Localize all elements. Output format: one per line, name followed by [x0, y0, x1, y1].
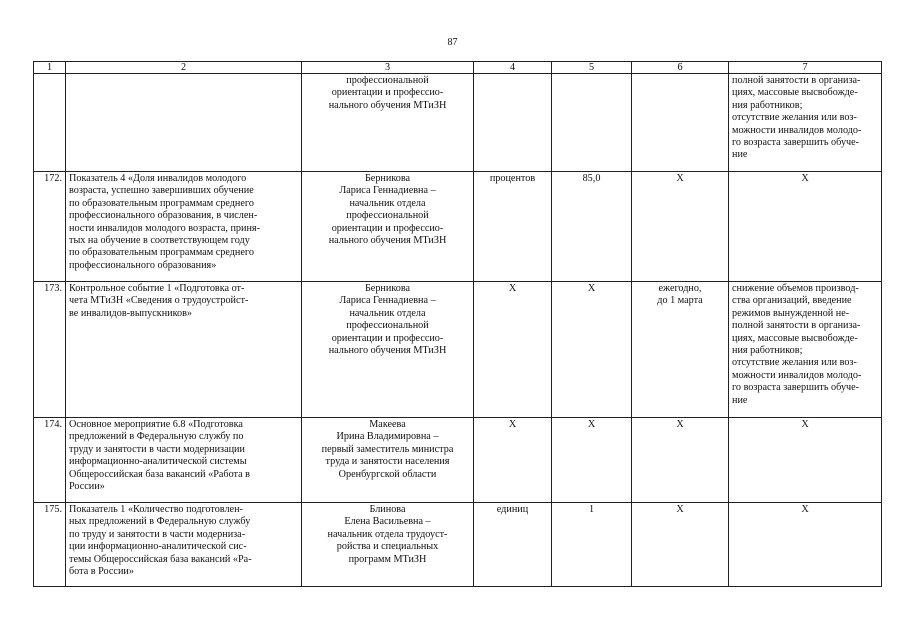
row-name: Контрольное событие 1 «Подготовка от- чета МТиЗН «Сведения о трудоустройст- ве инвалидов-выпускников» — [69, 283, 249, 319]
unit-cell — [474, 418, 552, 503]
value-cell — [552, 503, 632, 587]
column-number: 1 — [34, 62, 66, 74]
unit-cell — [474, 503, 552, 587]
row-risks: полной занятости в организа- циях, массовые высвобожде- ния работников; отсутствие желания или воз- можности инвалидов молодо- го возраста завершить обуче- ние — [732, 75, 862, 161]
name-cell — [66, 282, 302, 418]
row-responsible: Блинова Елена Васильевна – начальник отдела трудоуст- ройства и специальных программ МТиЗН — [327, 504, 448, 565]
column-number: 6 — [632, 62, 729, 74]
responsible-cell — [302, 74, 474, 172]
name-cell — [66, 172, 302, 282]
unit-cell — [474, 172, 552, 282]
row-risks: Х — [801, 504, 809, 515]
row-number: 172. — [44, 173, 62, 184]
row-responsible: Берникова Лариса Геннадиевна – начальник отдела профессиональной ориентации и профессио- нального обучения МТиЗН — [328, 173, 447, 247]
name-cell — [66, 74, 302, 172]
risks-cell — [729, 74, 882, 172]
column-number-row — [34, 62, 882, 74]
risks-cell — [729, 503, 882, 587]
value-cell — [552, 74, 632, 172]
responsible-cell — [302, 282, 474, 418]
column-number: 7 — [729, 62, 882, 74]
row-number: 174. — [44, 419, 62, 430]
deadline-cell — [632, 172, 729, 282]
row-risks: Х — [801, 173, 809, 184]
row-value: Х — [587, 283, 596, 294]
row-number: 175. — [44, 504, 62, 515]
value-cell — [552, 172, 632, 282]
row-value: 85,0 — [582, 173, 601, 184]
name-cell — [66, 418, 302, 503]
row-number-cell — [34, 418, 66, 503]
responsible-cell — [302, 172, 474, 282]
row-deadline: Х — [676, 419, 684, 430]
deadline-cell — [632, 282, 729, 418]
row-responsible: Макеева Ирина Владимировна – первый заместитель министра труда и занятости населения Оренбургской области — [321, 419, 454, 480]
page-number: 87 — [447, 37, 458, 48]
row-number: 173. — [44, 283, 62, 294]
row-unit: процентов — [489, 173, 536, 184]
table-row — [34, 282, 882, 418]
row-number-cell — [34, 172, 66, 282]
responsible-cell — [302, 418, 474, 503]
row-responsible: профессиональной ориентации и профессио- нального обучения МТиЗН — [328, 75, 447, 111]
risks-cell — [729, 282, 882, 418]
unit-cell — [474, 74, 552, 172]
row-name: Основное мероприятие 6.8 «Подготовка предложений в Федеральную службу по труду и занятости в части модернизации информационно-аналитической системы Общероссийская база вакансий «Работа в России» — [69, 419, 250, 493]
row-number-cell — [34, 282, 66, 418]
row-unit: Х — [508, 419, 517, 430]
risks-cell — [729, 172, 882, 282]
row-value: 1 — [588, 504, 595, 515]
name-cell — [66, 503, 302, 587]
row-deadline: ежегодно, до 1 марта — [657, 283, 703, 307]
row-value: Х — [587, 419, 596, 430]
deadline-cell — [632, 418, 729, 503]
table-row — [34, 74, 882, 172]
responsible-cell — [302, 503, 474, 587]
column-number: 5 — [552, 62, 632, 74]
deadline-cell — [632, 503, 729, 587]
row-name: Показатель 4 «Доля инвалидов молодого возраста, успешно завершивших обучение по образовательным программам среднего профессионального образования, в числен- ности инвалидов молодого возраста, приня- тых на обучение в соответствующем году по образовательным программам среднего профессионального образования» — [69, 173, 260, 271]
row-unit: единиц — [496, 504, 529, 515]
column-number: 3 — [302, 62, 474, 74]
row-responsible: Берникова Лариса Геннадиевна – начальник отдела профессиональной ориентации и профессио- нального обучения МТиЗН — [328, 283, 447, 357]
row-unit: Х — [508, 283, 517, 294]
plan-table — [33, 61, 882, 587]
table-row — [34, 503, 882, 587]
deadline-cell — [632, 74, 729, 172]
row-deadline: Х — [676, 173, 684, 184]
value-cell — [552, 418, 632, 503]
column-number: 4 — [474, 62, 552, 74]
table-row — [34, 172, 882, 282]
table-row — [34, 418, 882, 503]
row-risks: Х — [801, 419, 809, 430]
column-number: 2 — [66, 62, 302, 74]
row-number-cell — [34, 503, 66, 587]
row-number-cell — [34, 74, 66, 172]
row-deadline: Х — [676, 504, 684, 515]
unit-cell — [474, 282, 552, 418]
row-risks: снижение объемов производ- ства организаций, введение режимов вынужденной не- полной занятости в организа- циях, массовые высвобожде- ния работников; отсутствие желания или воз- можности инвалидов молодо- го возраста завершить обуче- ние — [732, 283, 862, 406]
risks-cell — [729, 418, 882, 503]
row-name: Показатель 1 «Количество подготовлен- ных предложений в Федеральную службу по труду и занятости в части модерниза- ции информационно-аналитической сис- темы Общероссийская база вакансий «Ра- бота в России» — [69, 504, 252, 578]
value-cell — [552, 282, 632, 418]
